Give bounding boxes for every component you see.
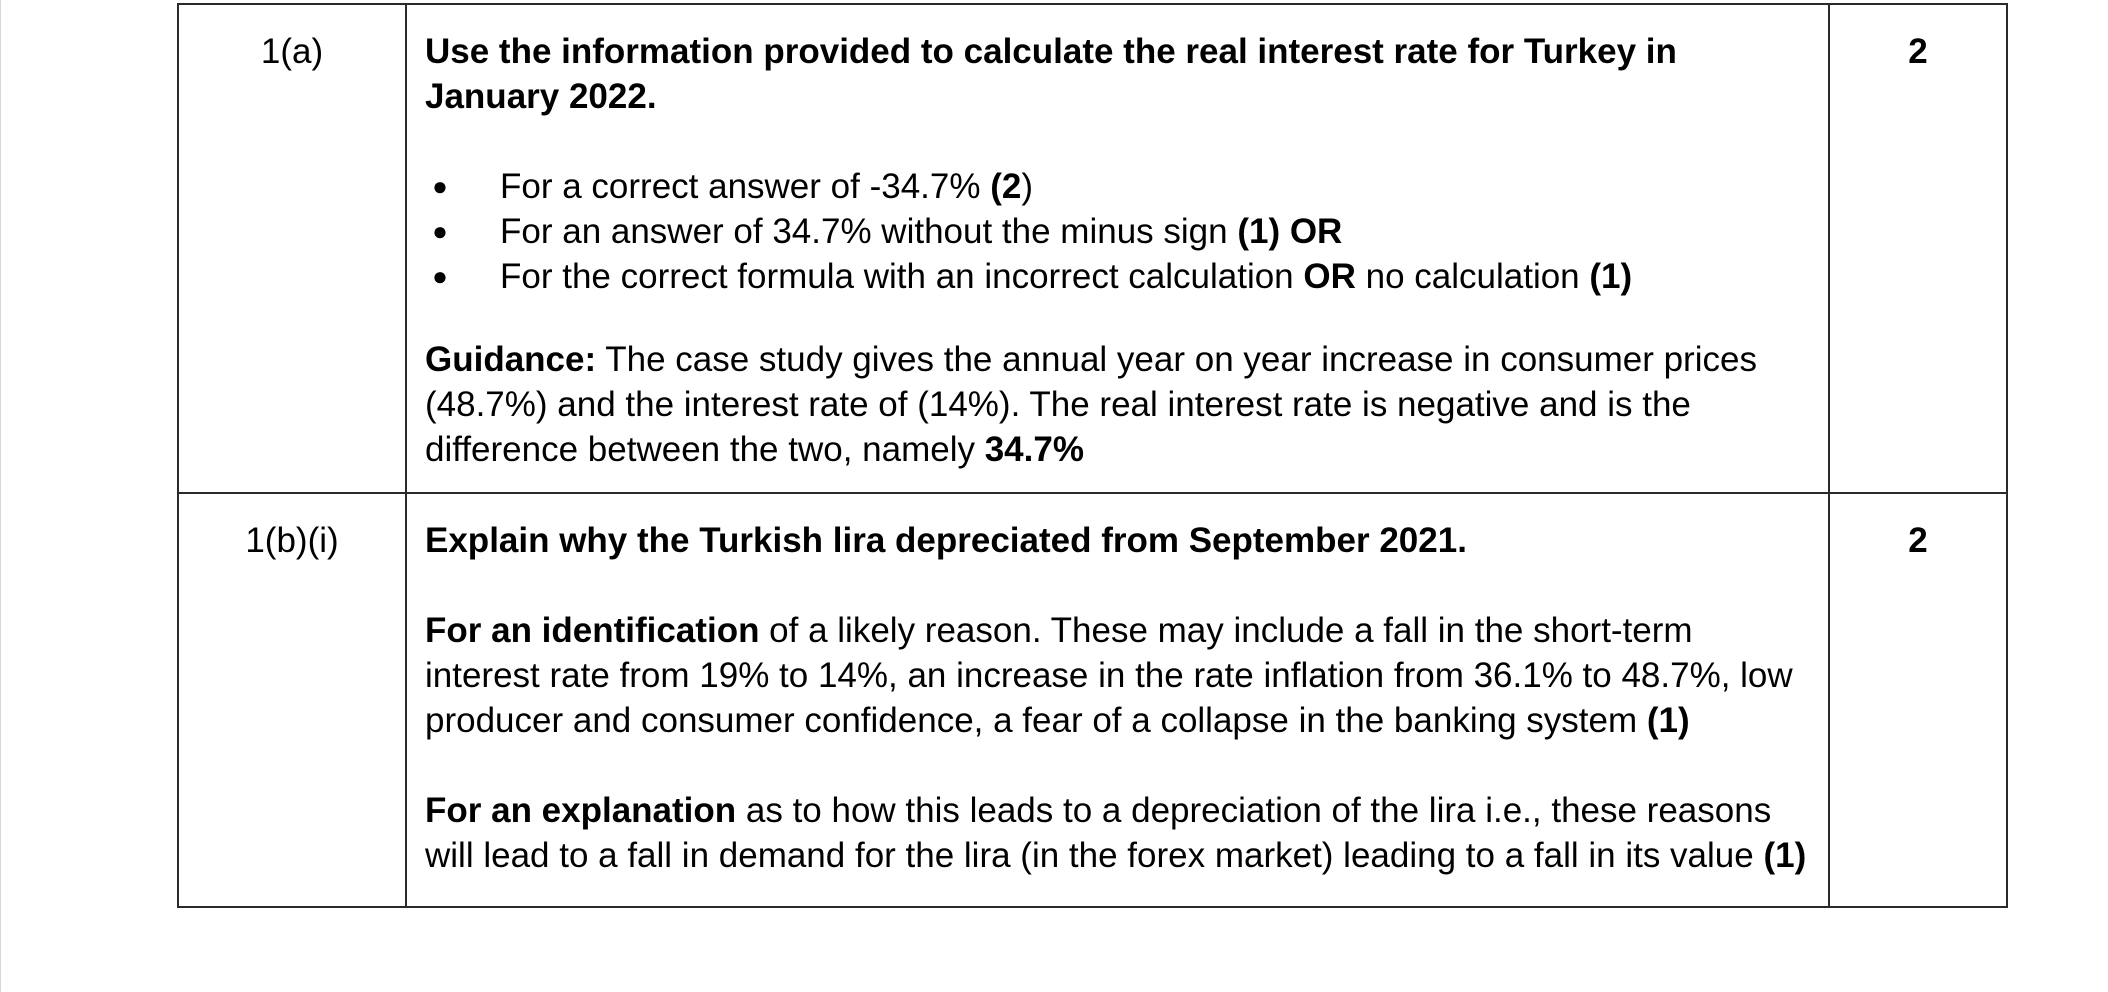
bullet-icon: ● [432, 216, 448, 246]
marking-criteria-list [425, 164, 1810, 299]
table-row [178, 4, 2007, 493]
question-text: Explain why the Turkish lira depreciated from September 2021. [425, 521, 1467, 560]
mark-scheme-table [177, 3, 2008, 908]
guidance-paragraph: Guidance: The case study gives the annual year on year increase in consumer prices (48.7%) and the interest rate of (14%). The real interest rate is negative and is the difference between the two, namely 34.7% [425, 340, 1757, 469]
identification-paragraph: For an identification of a likely reason. These may include a fall in the short-term interest rate from 19% to 14%, an increase in the rate inflation from 36.1% to 48.7%, low producer and consumer confidence, a fear of a collapse in the banking system (1) [425, 611, 1793, 740]
bullet-icon: ● [432, 171, 448, 201]
guidance-label: Guidance: [425, 340, 597, 379]
list-item: ● For a correct answer of -34.7% (2) [425, 164, 1810, 209]
question-number: 1(a) [178, 4, 406, 493]
question-content [406, 493, 1829, 907]
question-number: 1(b)(i) [178, 493, 406, 907]
bullet-icon: ● [432, 261, 448, 291]
table-row [178, 493, 2007, 907]
explanation-paragraph: For an explanation as to how this leads to a depreciation of the lira i.e., these reasons will lead to a fall in demand for the lira (in the forex market) leading to a fall in its value (1) [425, 791, 1807, 875]
list-item: ● For the correct formula with an incorrect calculation OR no calculation (1) [425, 254, 1810, 299]
guidance-answer: 34.7% [984, 430, 1084, 469]
list-item: ● For an answer of 34.7% without the minus sign (1) OR [425, 209, 1810, 254]
question-content [406, 4, 1829, 493]
marks-value: 2 [1829, 493, 2007, 907]
question-text: Use the information provided to calculate the real interest rate for Turkey in January 2022. [425, 32, 1677, 116]
marks-value: 2 [1829, 4, 2007, 493]
